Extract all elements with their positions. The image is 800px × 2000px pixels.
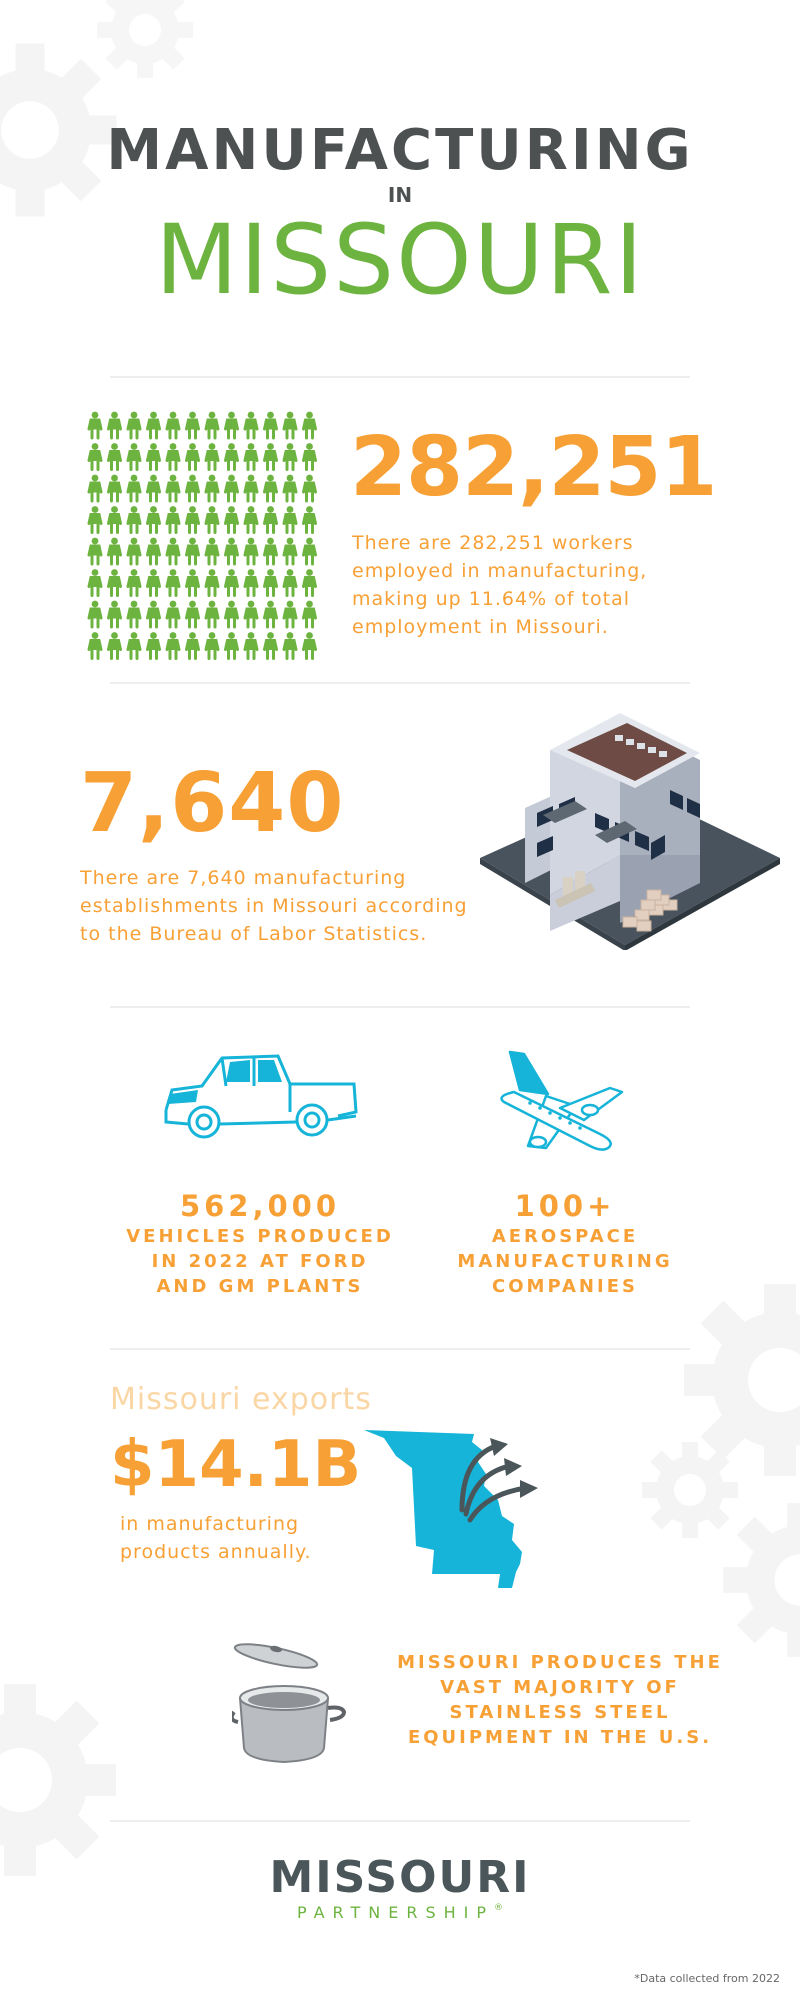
missouri-partnership-logo: MISSOURI	[269, 1852, 531, 1903]
exports-intro: Missouri exports	[110, 1382, 372, 1417]
aerospace-number: 100+	[514, 1189, 616, 1223]
establishments-description: There are 7,640 manufacturing establishments in Missouri according to the Bureau of Labor Statistics.	[80, 867, 468, 945]
establishments-number: 7,640	[80, 756, 345, 851]
exports-amount: $14.1B	[110, 1428, 362, 1502]
missouri-map-icon	[362, 1428, 542, 1593]
page-title-state: MISSOURI	[155, 204, 645, 316]
aerospace-stat: 100+ AEROSPACE MANUFACTURING COMPANIES	[415, 1188, 715, 1299]
gear-icon	[720, 1500, 800, 1660]
stainless-steel-text: MISSOURI PRODUCES THE VAST MAJORITY OF STAINLESS STEEL EQUIPMENT IN THE U.S.	[397, 1652, 723, 1748]
data-footnote: *Data collected from 2022	[634, 1972, 780, 1985]
airplane-icon	[490, 1050, 630, 1160]
page-title-in: IN	[387, 183, 413, 207]
pickup-truck-icon	[158, 1050, 362, 1150]
exports-description: in manufacturing products annually.	[120, 1513, 312, 1563]
section-divider	[110, 682, 690, 684]
people-grid-icon	[86, 408, 318, 660]
section-divider	[110, 1006, 690, 1008]
vehicles-number: 562,000	[179, 1189, 341, 1223]
logo-subtitle: PARTNERSHIP®	[296, 1903, 504, 1922]
factory-icon	[475, 705, 785, 950]
section-divider	[110, 376, 690, 378]
cooking-pot-icon	[232, 1636, 352, 1766]
gear-icon	[0, 1680, 120, 1880]
workers-number: 282,251	[350, 420, 717, 515]
gear-icon	[95, 0, 195, 80]
section-divider	[110, 1348, 690, 1350]
page-title: MANUFACTURING	[106, 118, 694, 183]
workers-description: There are 282,251 workers employed in manufacturing, making up 11.64% of total employment in Missouri.	[352, 532, 648, 638]
vehicles-stat: 562,000 VEHICLES PRODUCED IN 2022 AT FORD AND GM PLANTS	[100, 1188, 420, 1299]
section-divider	[110, 1820, 690, 1822]
